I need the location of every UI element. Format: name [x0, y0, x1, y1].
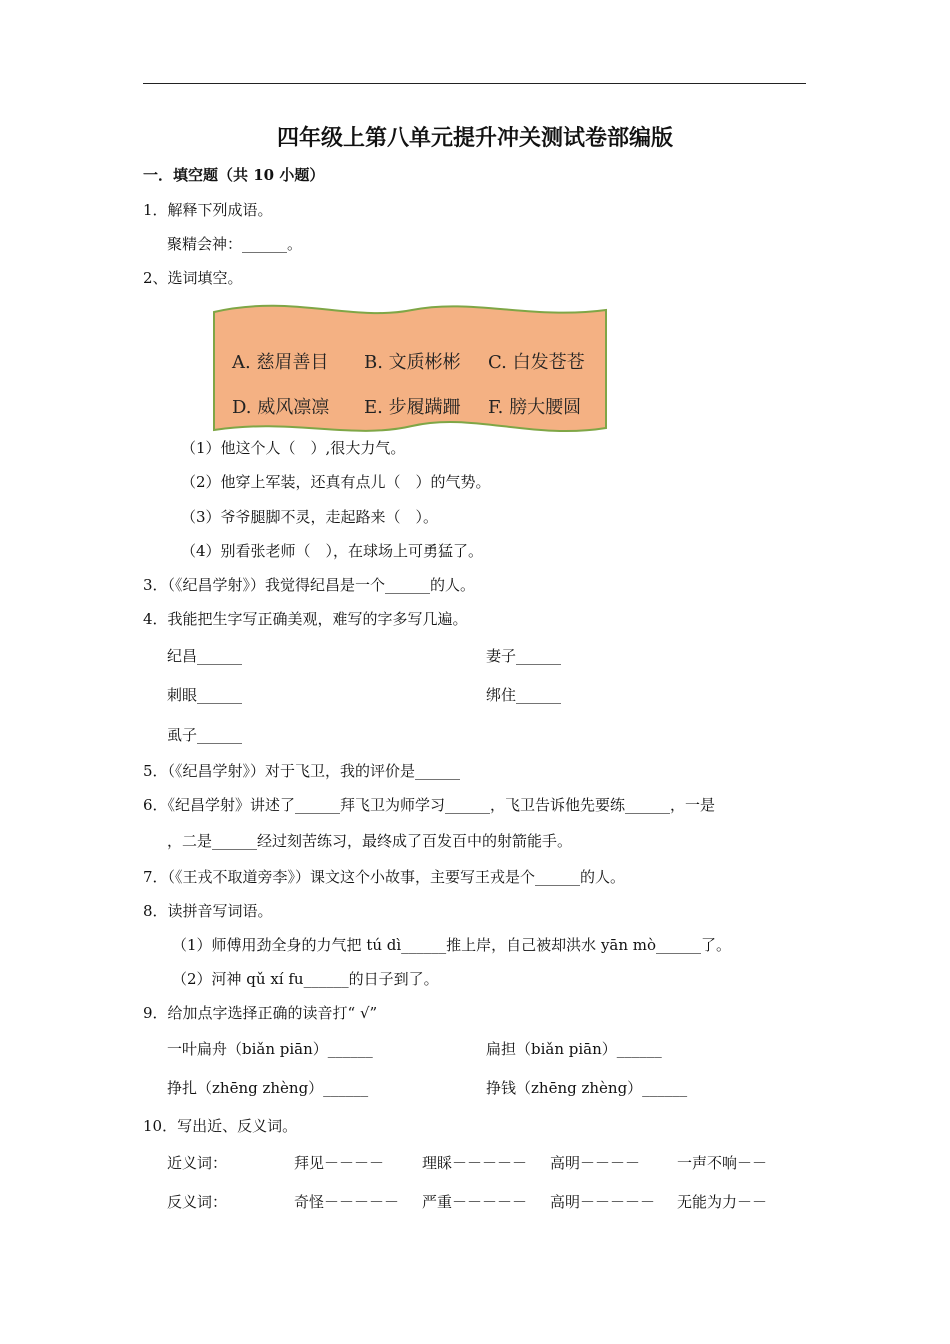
q4-word-4: 绑住______: [486, 686, 562, 704]
section-heading: 一．填空题（共 10 小题）: [143, 166, 325, 184]
q5: 5．（《纪昌学射》）对于飞卫，我的评价是______: [143, 762, 461, 780]
q6-line-2: ，二是______经过刻苦练习，最终成了百发百中的射箭能手。: [167, 832, 573, 850]
antonym-cell-2: 严重－－－－－: [422, 1193, 528, 1211]
synonym-cell-1: 拜见－－－－: [294, 1154, 385, 1172]
q2-item-4: （4）别看张老师（ ），在球场上可勇猛了。: [181, 542, 484, 560]
q9-item-1: 一叶扁舟（biǎn piān）______: [167, 1040, 373, 1058]
q4-word-1: 纪昌______: [167, 647, 243, 665]
q1-line: 聚精会神：______。: [167, 235, 303, 253]
antonym-label: 反义词：: [167, 1193, 228, 1211]
synonym-cell-4: 一声不响－－: [677, 1154, 768, 1172]
q8-stem: 8．读拼音写词语。: [143, 902, 273, 920]
q2-item-3: （3）爷爷腿脚不灵，走起路来（ ）。: [181, 508, 439, 526]
option-f: F. 膀大腰圆: [488, 397, 582, 418]
q1-stem: 1．解释下列成语。: [143, 201, 273, 219]
q4-word-3: 刺眼______: [167, 686, 243, 704]
q4-stem: 4．我能把生字写正确美观，难写的字多写几遍。: [143, 610, 468, 628]
q2-stem: 2、选词填空。: [143, 269, 243, 287]
antonym-cell-3: 高明－－－－－: [550, 1193, 656, 1211]
synonym-label: 近义词：: [167, 1154, 228, 1172]
q7: 7．（《王戎不取道旁李》）课文这个小故事，主要写王戎是个______的人。: [143, 868, 626, 886]
q4-word-2: 妻子______: [486, 647, 562, 665]
synonym-cell-3: 高明－－－－: [550, 1154, 641, 1172]
q8-item-2: （2）河神 qǔ xí fu______的日子到了。: [172, 970, 439, 988]
antonym-cell-1: 奇怪－－－－－: [294, 1193, 400, 1211]
option-a: A. 慈眉善目: [232, 352, 329, 373]
q6-line-1: 6．《纪昌学射》讲述了______拜飞卫为师学习______，飞卫告诉他先要练______，一是: [143, 796, 716, 814]
synonym-cell-2: 理睬－－－－－: [422, 1154, 528, 1172]
q2-item-2: （2）他穿上军装，还真有点儿（ ）的气势。: [181, 473, 491, 491]
q2-item-1: （1）他这个人（ ）,很大力气。: [181, 439, 406, 457]
q3: 3．（《纪昌学射》）我觉得纪昌是一个______的人。: [143, 576, 476, 594]
page-title: 四年级上第八单元提升冲关测试卷部编版: [276, 125, 673, 151]
q4-word-5: 虱子______: [167, 726, 243, 744]
q9-item-3: 挣扎（zhēng zhèng）______: [167, 1079, 369, 1097]
q9-stem: 9．给加点字选择正确的读音打“ √”: [143, 1004, 378, 1022]
antonym-cell-4: 无能为力－－: [677, 1193, 768, 1211]
q9-item-2: 扁担（biǎn piān）______: [486, 1040, 662, 1058]
q8-item-1: （1）师傅用劲全身的力气把 tú dì______推上岸，自己被却洪水 yān mò______了。: [172, 936, 732, 954]
q10-stem: 10．写出近、反义词。: [143, 1117, 298, 1135]
q9-item-4: 挣钱（zhēng zhèng）______: [486, 1079, 688, 1097]
option-e: E. 步履蹒跚: [364, 397, 461, 418]
option-b: B. 文质彬彬: [364, 352, 461, 373]
header-rule: [143, 83, 806, 84]
option-c: C. 白发苍苍: [488, 352, 585, 373]
option-d: D. 威风凛凛: [232, 397, 330, 418]
